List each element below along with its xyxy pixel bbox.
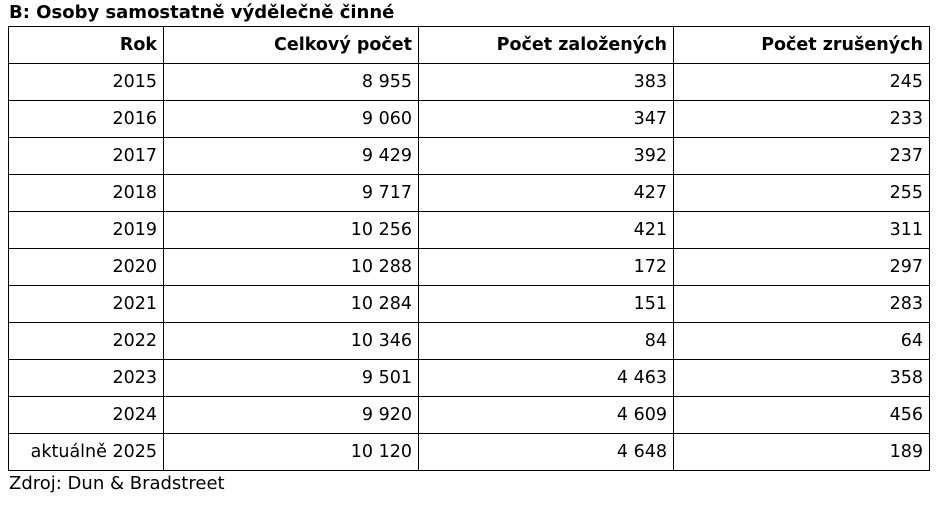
cell-pocet-zrusenych: 233	[674, 101, 930, 138]
table-row	[9, 249, 930, 286]
cell-celkovy-pocet: 10 120	[164, 434, 419, 471]
cell-pocet-zalozenych: 392	[419, 138, 674, 175]
table-row	[9, 175, 930, 212]
cell-rok: 2017	[9, 138, 164, 175]
cell-pocet-zrusenych: 456	[674, 397, 930, 434]
table-row	[9, 323, 930, 360]
cell-rok: 2021	[9, 286, 164, 323]
cell-pocet-zalozenych: 421	[419, 212, 674, 249]
cell-celkovy-pocet: 9 060	[164, 101, 419, 138]
cell-pocet-zalozenych: 172	[419, 249, 674, 286]
data-table	[8, 26, 930, 471]
cell-celkovy-pocet: 9 429	[164, 138, 419, 175]
cell-rok: 2020	[9, 249, 164, 286]
cell-pocet-zalozenych: 4 463	[419, 360, 674, 397]
cell-celkovy-pocet: 9 920	[164, 397, 419, 434]
cell-pocet-zrusenych: 297	[674, 249, 930, 286]
cell-rok: 2015	[9, 64, 164, 101]
cell-pocet-zalozenych: 84	[419, 323, 674, 360]
table-row	[9, 434, 930, 471]
header-celkovy-pocet: Celkový počet	[164, 27, 419, 64]
cell-pocet-zrusenych: 311	[674, 212, 930, 249]
cell-celkovy-pocet: 10 256	[164, 212, 419, 249]
cell-pocet-zrusenych: 255	[674, 175, 930, 212]
cell-pocet-zrusenych: 189	[674, 434, 930, 471]
cell-rok: 2016	[9, 101, 164, 138]
table-row	[9, 397, 930, 434]
cell-pocet-zalozenych: 151	[419, 286, 674, 323]
cell-celkovy-pocet: 10 346	[164, 323, 419, 360]
cell-pocet-zalozenych: 4 609	[419, 397, 674, 434]
cell-celkovy-pocet: 10 284	[164, 286, 419, 323]
header-pocet-zalozenych: Počet založených	[419, 27, 674, 64]
cell-rok: aktuálně 2025	[9, 434, 164, 471]
table-row	[9, 64, 930, 101]
header-row	[9, 27, 930, 64]
cell-rok: 2022	[9, 323, 164, 360]
cell-pocet-zrusenych: 64	[674, 323, 930, 360]
cell-rok: 2023	[9, 360, 164, 397]
cell-pocet-zrusenych: 237	[674, 138, 930, 175]
cell-pocet-zalozenych: 4 648	[419, 434, 674, 471]
cell-pocet-zrusenych: 358	[674, 360, 930, 397]
cell-rok: 2024	[9, 397, 164, 434]
table-row	[9, 286, 930, 323]
cell-pocet-zrusenych: 245	[674, 64, 930, 101]
cell-rok: 2019	[9, 212, 164, 249]
cell-pocet-zalozenych: 347	[419, 101, 674, 138]
cell-celkovy-pocet: 9 501	[164, 360, 419, 397]
cell-celkovy-pocet: 8 955	[164, 64, 419, 101]
cell-celkovy-pocet: 10 288	[164, 249, 419, 286]
table-row	[9, 138, 930, 175]
cell-pocet-zalozenych: 427	[419, 175, 674, 212]
header-rok: Rok	[9, 27, 164, 64]
table-row	[9, 360, 930, 397]
cell-celkovy-pocet: 9 717	[164, 175, 419, 212]
cell-pocet-zalozenych: 383	[419, 64, 674, 101]
cell-pocet-zrusenych: 283	[674, 286, 930, 323]
cell-rok: 2018	[9, 175, 164, 212]
source-note: Zdroj: Dun & Bradstreet	[9, 473, 225, 494]
table-title: B: Osoby samostatně výdělečně činné	[9, 2, 395, 23]
table-row	[9, 101, 930, 138]
header-pocet-zrusenych: Počet zrušených	[674, 27, 930, 64]
table-row	[9, 212, 930, 249]
